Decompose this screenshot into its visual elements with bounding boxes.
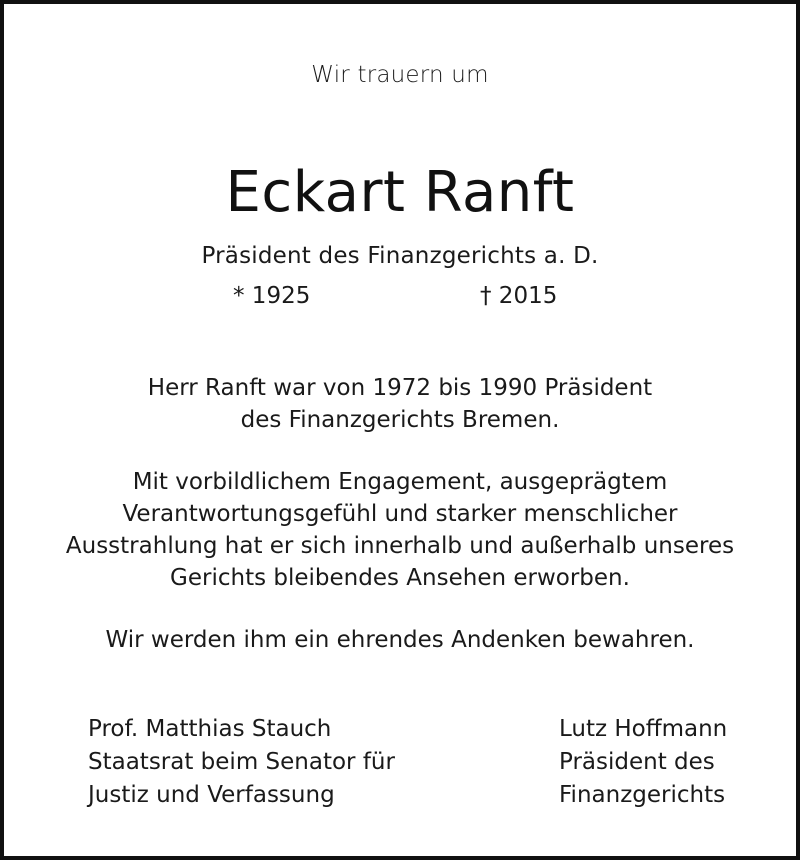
paragraph-line: Ausstrahlung hat er sich innerhalb und außerhalb unseres	[65, 533, 735, 559]
paragraph-line: Herr Ranft war von 1972 bis 1990 Präsident	[147, 375, 653, 401]
birth-year: * 1925	[233, 283, 311, 309]
paragraph-line: des Finanzgerichts Bremen.	[240, 407, 560, 433]
paragraph-tribute	[0, 466, 800, 594]
paragraph-tenure	[0, 372, 800, 436]
intro-text: Wir trauern um	[311, 62, 489, 88]
deceased-name: Eckart Ranft	[225, 160, 575, 225]
paragraph-line: Verantwortungsgefühl und starker menschlicher	[122, 501, 678, 527]
signatory-name: Prof. Matthias Stauch	[88, 716, 332, 742]
signatory-role: Präsident des	[559, 749, 715, 775]
paragraph-remembrance	[0, 624, 800, 656]
death-year: † 2015	[480, 283, 558, 309]
paragraph-line: Gerichts bleibendes Ansehen erworben.	[170, 565, 630, 591]
signatory-role: Justiz und Verfassung	[88, 782, 335, 808]
signatory-name: Lutz Hoffmann	[559, 716, 728, 742]
signatory-role: Staatsrat beim Senator für	[88, 749, 395, 775]
signatory-left	[88, 713, 395, 812]
paragraph-line: Wir werden ihm ein ehrendes Andenken bewahren.	[105, 627, 695, 653]
deceased-title: Präsident des Finanzgerichts a. D.	[201, 243, 599, 269]
paragraph-line: Mit vorbildlichem Engagement, ausgeprägtem	[132, 469, 668, 495]
signatory-right	[559, 713, 727, 812]
signatory-role: Finanzgerichts	[559, 782, 726, 808]
